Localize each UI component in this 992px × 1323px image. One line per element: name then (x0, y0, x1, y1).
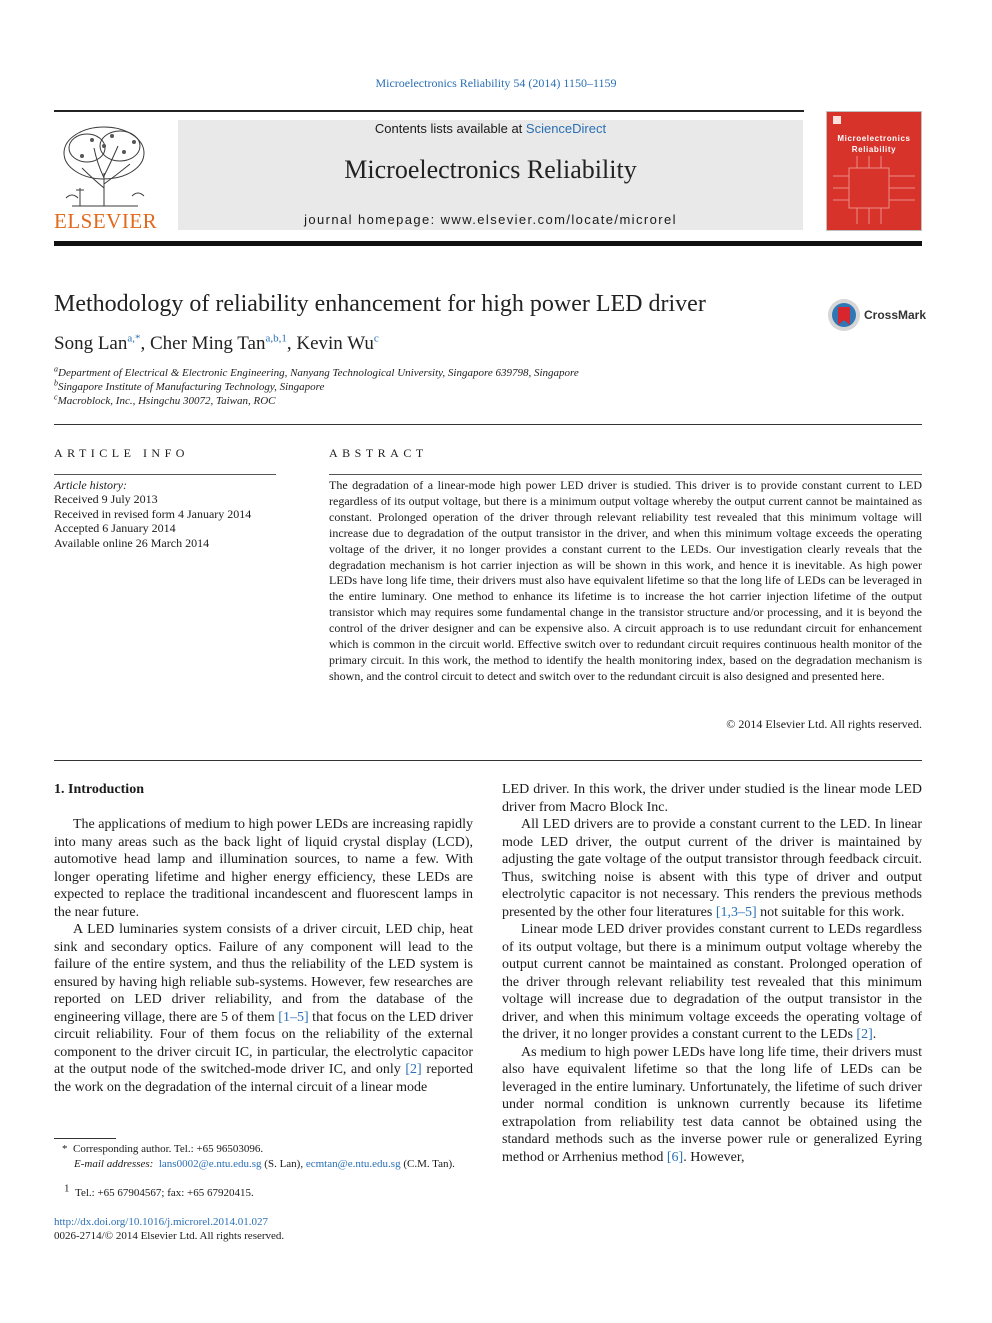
paragraph: All LED drivers are to provide a constant current to the LED. In linear mode LED driver, the output current of the driver is maintained by adjusting the gate voltage of the output transistor through feedback circuit. Thus, switching noise is absent with this type of driver and output electrolytic capacitor is not necessary. This renders the previous methods presented by the other four literatures [1,3–5] not suitable for this work. (502, 817, 922, 920)
paragraph: A LED luminaries system consists of a driver circuit, LED chip, heat sink and secondary optics. Failure of any component will lead to the failure of the entire system, and thus the reliability of the LED system is ensured by having high reliable sub-systems. However, few researches are reported on LED driver reliability, and from the database of the engineering village, there are 5 of them [1–5] that focus on the LED driver circuit reliability. Four of them focus on the reliability of the external component to the driver circuit IC, in particular, the electrolytic capacitor at the output node of the switched-mode driver IC, and only [2] reported the work on the degradation of the internal circuit of a linear mode (54, 922, 474, 1095)
article-info-rule (54, 474, 276, 475)
paragraph: Linear mode LED driver provides constant current to LEDs regardless of its output voltage, but there is a minimum output voltage whereby the output current cannot be maintained as constant. Prolonged operation of the driver through relevant reliability test revealed that this minimum voltage will increase due to degradation of the output transistor in the driver, and when this minimum voltage exceeds the operating voltage of the driver, it no longer provides a constant current to the LEDs [2]. (502, 922, 922, 1042)
sciencedirect-link[interactable]: ScienceDirect (525, 121, 607, 136)
paragraph: LED driver. In this work, the driver under studied is the linear mode LED driver from Macro Block Inc. (502, 782, 922, 815)
section-rule (54, 424, 922, 425)
paragraph: The applications of medium to high power LEDs are increasing rapidly into many areas such as the back light of liquid crystal display (LCD), automotive head lamp and illumination sources, to name a few. With longer operating lifetime and higher energy efficiency, these LEDs are expected to replace the traditional incandescent and fluorescent lamps in the near future. (54, 817, 473, 920)
citation-link[interactable]: [2] (856, 1027, 873, 1042)
history-revised: Received in revised form 4 January 2014 (54, 507, 252, 521)
affiliation: $^a$Department of Electrical & Electronic Engineering, Nanyang Technological University, Singapore 639798, Singapore (54, 364, 579, 379)
citation-link[interactable]: [1,3–5] (715, 904, 757, 920)
journal-homepage: journal homepage: www.elsevier.com/locate/microrel (304, 212, 677, 227)
paragraph: As medium to high power LEDs have long life time, their drivers must also have equivalent lifetime so that the long life of LEDs can be leveraged in the entire luminary. Unfortunately, the lifetime of such driver under normal condition is unknown currently because its lifetime extrapolation from reliability test data cannot be obtained using the standard methods such as the inverse power rule or generalized Eyring method or Arrhenius method [6]. However, (502, 1044, 922, 1165)
author-name[interactable]: Song Lan (54, 333, 128, 354)
cover-circuit-icon (827, 112, 921, 230)
author-list: Song Lan$^{a,*}$, Cher Ming Tan$^{a,b,1}$, Kevin Wu$^c$ (54, 332, 379, 354)
abstract-text: The degradation of a linear-mode high power LED driver is studied. This driver is to provide constant current to LED regardless of its output voltage, but there is a minimum output voltage whereby the output current cannot be maintained as constant. Prolonged operation of the driver through relevant reliability test revealed that this minimum voltage will increase due to degradation of the output transistor in the driver, and when this minimum voltage exceeds the operating voltage of the driver, it no longer provides a constant current to the LEDs. Our investigation clearly reveals that the degradation mechanism is hot carrier injection as will be shown in this work, and hence it is inevitable. As high power LEDs have long life time, their drivers must also have equivalent lifetime so that the long life of LEDs can be leveraged in the entire luminary. One method to enhance its lifetime is to increase the hot carrier injection lifetime of the output transistor which may requires some fundamental change in the transistor structure and/or processing, and it is beyond the control of the driver designer and can be expensive also. A circuit approach is to use redundant circuit for enhancement which is common in the circuit world. Effective switch over to redundant circuit requires continuous health monitor of the primary circuit. In this work, the method to identify the health monitoring index, based on the degradation mechanism is shown, and the control circuit to detect and switch over to the redundant circuit is also designed and presented here. (329, 478, 922, 683)
email-link[interactable]: lans0002@e.ntu.edu.sg (158, 1158, 262, 1170)
body-rule (54, 760, 922, 761)
journal-reference[interactable]: Microelectronics Reliability 54 (2014) 1150–1159 (375, 76, 617, 90)
elsevier-wordmark: ELSEVIER (54, 209, 158, 233)
citation-link[interactable]: [1–5] (278, 1009, 309, 1025)
author-name[interactable]: Kevin Wu (296, 333, 374, 354)
cover-title: Microelectronics Reliability (837, 134, 911, 154)
section-heading: 1. Introduction (54, 782, 144, 797)
header-thick-rule (54, 241, 922, 246)
body-column-right (502, 781, 922, 1166)
crossmark-label[interactable]: CrossMark (864, 308, 927, 322)
author-sup[interactable]: a,b,1 (265, 332, 287, 345)
abstract-copyright: © 2014 Elsevier Ltd. All rights reserved. (726, 717, 922, 731)
email-link[interactable]: ecmtan@e.ntu.edu.sg (305, 1158, 401, 1170)
history-received: Received 9 July 2013 (54, 492, 158, 506)
affiliation: $^c$Macroblock, Inc., Hsingchu 30072, Taiwan, ROC (54, 392, 276, 407)
footnote-tel: $^1$ Tel.: +65 67904567; fax: +65 67920415. (64, 1182, 254, 1199)
history-label: Article history: (54, 478, 127, 492)
history-online: Available online 26 March 2014 (54, 536, 210, 550)
citation-link[interactable]: [2] (405, 1062, 422, 1077)
abstract-rule (329, 474, 922, 475)
author-sup[interactable]: a,* (127, 332, 141, 345)
header-rule (54, 110, 804, 112)
article-info-heading: ARTICLE INFO (54, 446, 189, 460)
journal-cover-thumbnail[interactable] (826, 111, 922, 231)
citation-link[interactable]: [6] (666, 1149, 684, 1165)
footnote-emails: E-mail addresses: lans0002@e.ntu.edu.sg (S. Lan), ecmtan@e.ntu.edu.sg (C.M. Tan). (74, 1158, 455, 1170)
history-accepted: Accepted 6 January 2014 (54, 521, 176, 535)
homepage-link[interactable]: www.elsevier.com/locate/microrel (440, 212, 677, 227)
doi-link[interactable]: http://dx.doi.org/10.1016/j.microrel.2014.01.027 (54, 1216, 268, 1228)
footnote-corresponding: * Corresponding author. Tel.: +65 96503096. (62, 1143, 264, 1155)
issn-line: 0026-2714/© 2014 Elsevier Ltd. All rights reserved. (54, 1230, 285, 1242)
author-name[interactable]: Cher Ming Tan (150, 333, 266, 354)
article-title: Methodology of reliability enhancement for high power LED driver (54, 291, 706, 317)
abstract-heading: ABSTRACT (329, 446, 428, 460)
contents-line: Contents lists available at ScienceDirect (374, 121, 607, 136)
author-sup[interactable]: c (373, 332, 379, 345)
footnote-rule (54, 1138, 116, 1139)
affiliation: $^b$Singapore Institute of Manufacturing Technology, Singapore (54, 378, 325, 393)
body-column-left (54, 816, 473, 1096)
journal-name: Microelectronics Reliability (344, 155, 637, 184)
